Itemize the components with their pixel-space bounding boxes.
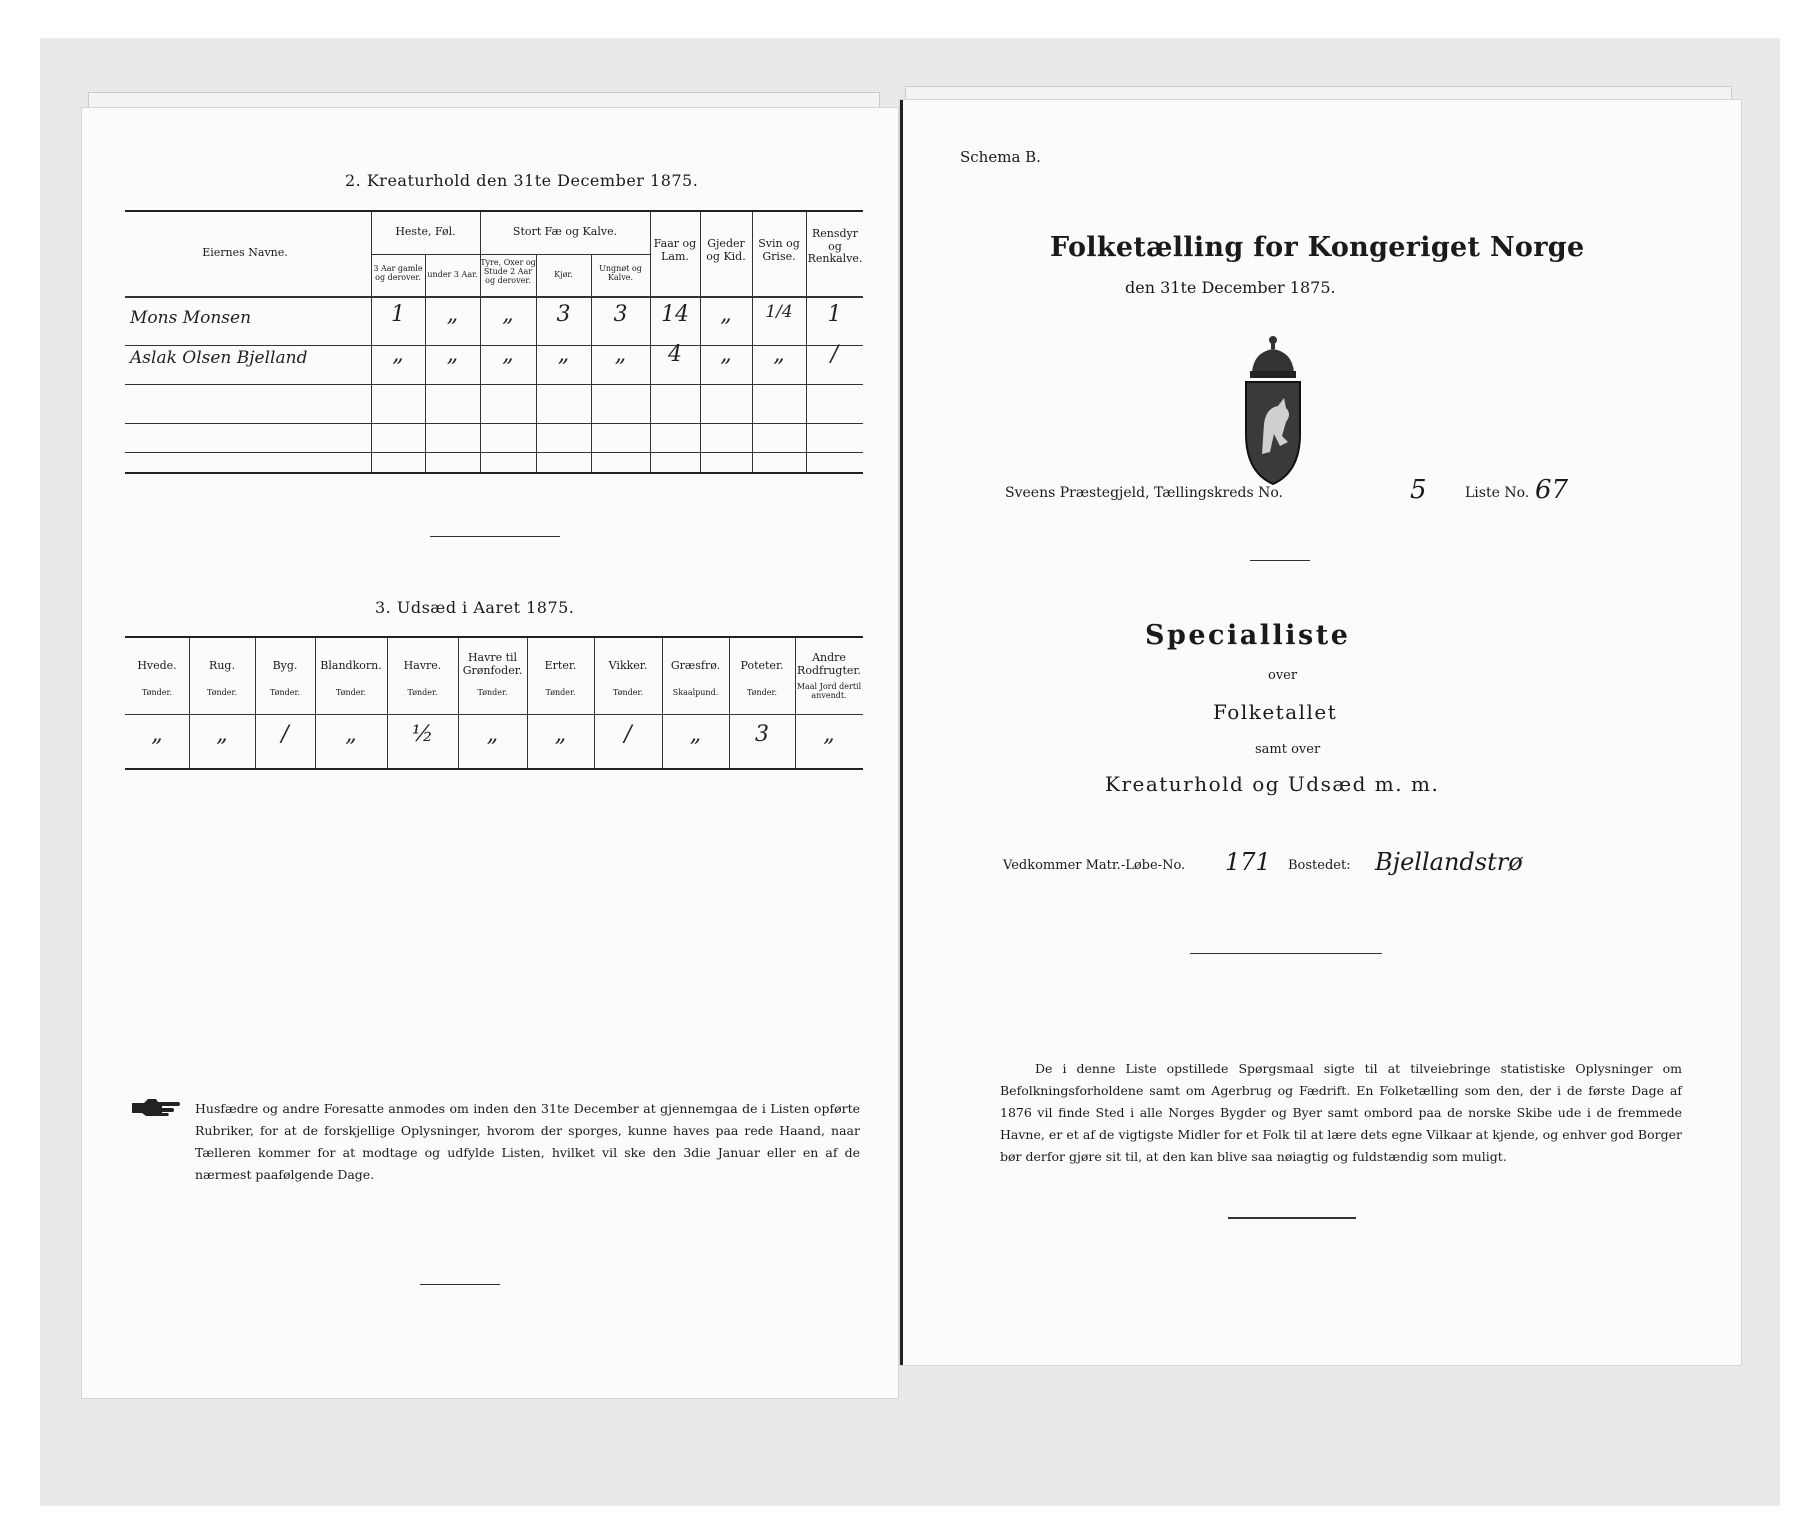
over-text: over (1268, 668, 1298, 683)
stort-fae-header: Stort Fæ og Kalve. (512, 225, 618, 238)
owner-name: Mons Monsen (130, 308, 252, 328)
owner-name: Aslak Olsen Bjelland (130, 348, 308, 368)
livestock-value: „ (392, 342, 404, 367)
section3-title: 3. Udsæd i Aaret 1875. (375, 598, 575, 617)
livestock-value: 3 (556, 302, 571, 327)
seed-col-header: Græsfrø. (670, 659, 721, 672)
seed-value: „ (216, 722, 228, 747)
livestock-value: „ (720, 302, 732, 327)
liste-label: Liste No. (1465, 485, 1530, 501)
seed-col-header: Byg. (272, 659, 298, 672)
divider-rule (430, 536, 560, 537)
seed-value: ½ (411, 722, 434, 747)
seed-col-unit: Tønder. (269, 688, 301, 697)
seed-col-unit: Tønder. (407, 688, 438, 697)
livestock-value: 3 (613, 302, 628, 327)
liste-number: 67 (1535, 475, 1569, 505)
prestegjeld-label: Sveens Præstegjeld, Tællingskreds No. (1005, 485, 1283, 501)
seed-value: „ (151, 722, 163, 747)
seed-col-unit: Maal Jord dertil anvendt. (796, 682, 862, 701)
seed-col-unit: Skaalpund. (672, 688, 719, 697)
district-line (1005, 475, 1569, 505)
livestock-value: / (830, 342, 839, 367)
heste-old-subheader: 3 Aar gamle og derover. (373, 264, 423, 283)
seed-col-unit: Tønder. (477, 688, 508, 697)
seed-value: „ (689, 722, 702, 747)
svin-header: Svin og Grise. (758, 237, 800, 263)
seed-value: „ (823, 722, 835, 747)
livestock-value: „ (502, 302, 514, 327)
coat-of-arms-icon (1240, 334, 1306, 486)
footer-rule (1228, 1217, 1356, 1219)
samt-over-text: samt over (1255, 742, 1321, 757)
gjeder-header: Gjeder og Kid. (706, 237, 746, 263)
kreds-number: 5 (1410, 475, 1427, 505)
census-title: Folketælling for Kongeriget Norge (1050, 232, 1585, 263)
census-date: den 31te December 1875. (1125, 278, 1336, 297)
seed-col-header: Poteter. (740, 659, 784, 672)
heste-young-subheader: under 3 Aar. (427, 270, 478, 279)
notice-text: Husfædre og andre Foresatte anmodes om inden den 31te December at gjennemgaa de i Listen opførte Rubriker, for at de forskjellige Oplysninger, hvorom der sporges, kunne haves paa rede Haand, naar Tælleren kommer for at modtage og udfylde Listen, hvilket vil ske den 3die Januar eller en af de nærmest paafølgende Dage. (195, 1101, 860, 1182)
livestock-value: „ (614, 342, 627, 367)
livestock-value: „ (557, 342, 570, 367)
livestock-value: 14 (661, 302, 689, 327)
livestock-value: „ (720, 342, 732, 367)
seed-value: „ (486, 722, 499, 747)
seed-value: / (624, 722, 632, 747)
footer-rule (420, 1284, 500, 1285)
seed-value: „ (345, 722, 357, 747)
livestock-value: „ (446, 302, 459, 327)
owner-column-header: Eiernes Navne. (202, 246, 288, 259)
bostedet-value: Bjellandstrø (1375, 848, 1523, 876)
seed-col-header: Rug. (209, 659, 235, 672)
livestock-value: „ (773, 342, 785, 367)
seed-value: „ (554, 722, 567, 747)
seed-col-header: Havre. (403, 659, 442, 672)
seed-col-unit: Tønder. (746, 688, 778, 697)
livestock-value: 1/4 (765, 302, 793, 322)
seed-col-unit: Tønder. (141, 688, 173, 697)
livestock-value: 1 (391, 302, 405, 327)
tyre-subheader: Tyre, Oxer og Stude 2 Aar og derover. (480, 258, 536, 286)
divider-rule (1250, 560, 1310, 561)
page-edge (905, 86, 1732, 100)
matr-label: Vedkommer Matr.-Løbe-No. (1003, 858, 1186, 873)
folketallet-text: Folketallet (1213, 700, 1338, 724)
seed-col-unit: Tønder. (545, 688, 576, 697)
livestock-value: 1 (827, 302, 842, 327)
schema-label: Schema B. (960, 148, 1041, 166)
faar-header: Faar og Lam. (653, 237, 697, 263)
kjor-subheader: Kjør. (554, 270, 573, 279)
rensdyr-header: Rensdyr og Renkalve. (807, 227, 863, 266)
seed-col-header: Andre Rodfrugter. (797, 651, 861, 677)
seed-col-header: Havre til Grønfoder. (462, 651, 523, 677)
seed-col-header: Hvede. (137, 659, 177, 672)
divider-rule (1190, 953, 1382, 954)
seed-col-header: Blandkorn. (320, 659, 382, 672)
specialliste-title: Specialliste (1145, 620, 1351, 651)
ungnot-subheader: Ungnøt og Kalve. (599, 264, 642, 283)
livestock-value: „ (502, 342, 514, 367)
matr-number: 171 (1225, 848, 1271, 876)
section2-title: 2. Kreaturhold den 31te December 1875. (345, 171, 699, 190)
seed-value: / (281, 722, 289, 747)
livestock-value: 4 (668, 342, 682, 367)
bostedet-label: Bostedet: (1288, 858, 1351, 873)
info-paragraph: De i denne Liste opstillede Spørgsmaal sigte til at tilveiebringe statistiske Oplysninger om Befolkningsforholdene samt om Agerbrug og Fædrift. En Folketælling som den, der i de første Dage af 1876 vil finde Sted i alle Norges Bygder og Byer samt ombord paa de norske Skibe ude i de fremmede Havne, er et af de vigtigste Midler for et Folk til at lære dets egne Vilkaar at kjende, og enhver god Borger bør derfor gjøre sit til, at den kan blive saa nøiagtig og fuldstændig som muligt. (1000, 1061, 1682, 1164)
seed-value: 3 (755, 722, 769, 747)
seed-col-header: Vikker. (608, 659, 648, 672)
pointing-hand-icon (130, 1097, 182, 1117)
livestock-value: „ (446, 342, 459, 367)
seed-col-header: Erter. (544, 659, 577, 672)
kreaturhold-text: Kreaturhold og Udsæd m. m. (1105, 772, 1440, 796)
seed-col-unit: Tønder. (612, 688, 644, 697)
heste-header: Heste, Føl. (395, 225, 456, 238)
seed-col-unit: Tønder. (335, 688, 367, 697)
page-edge (88, 92, 880, 108)
matr-line (1003, 848, 1523, 876)
seed-col-unit: Tønder. (206, 688, 238, 697)
